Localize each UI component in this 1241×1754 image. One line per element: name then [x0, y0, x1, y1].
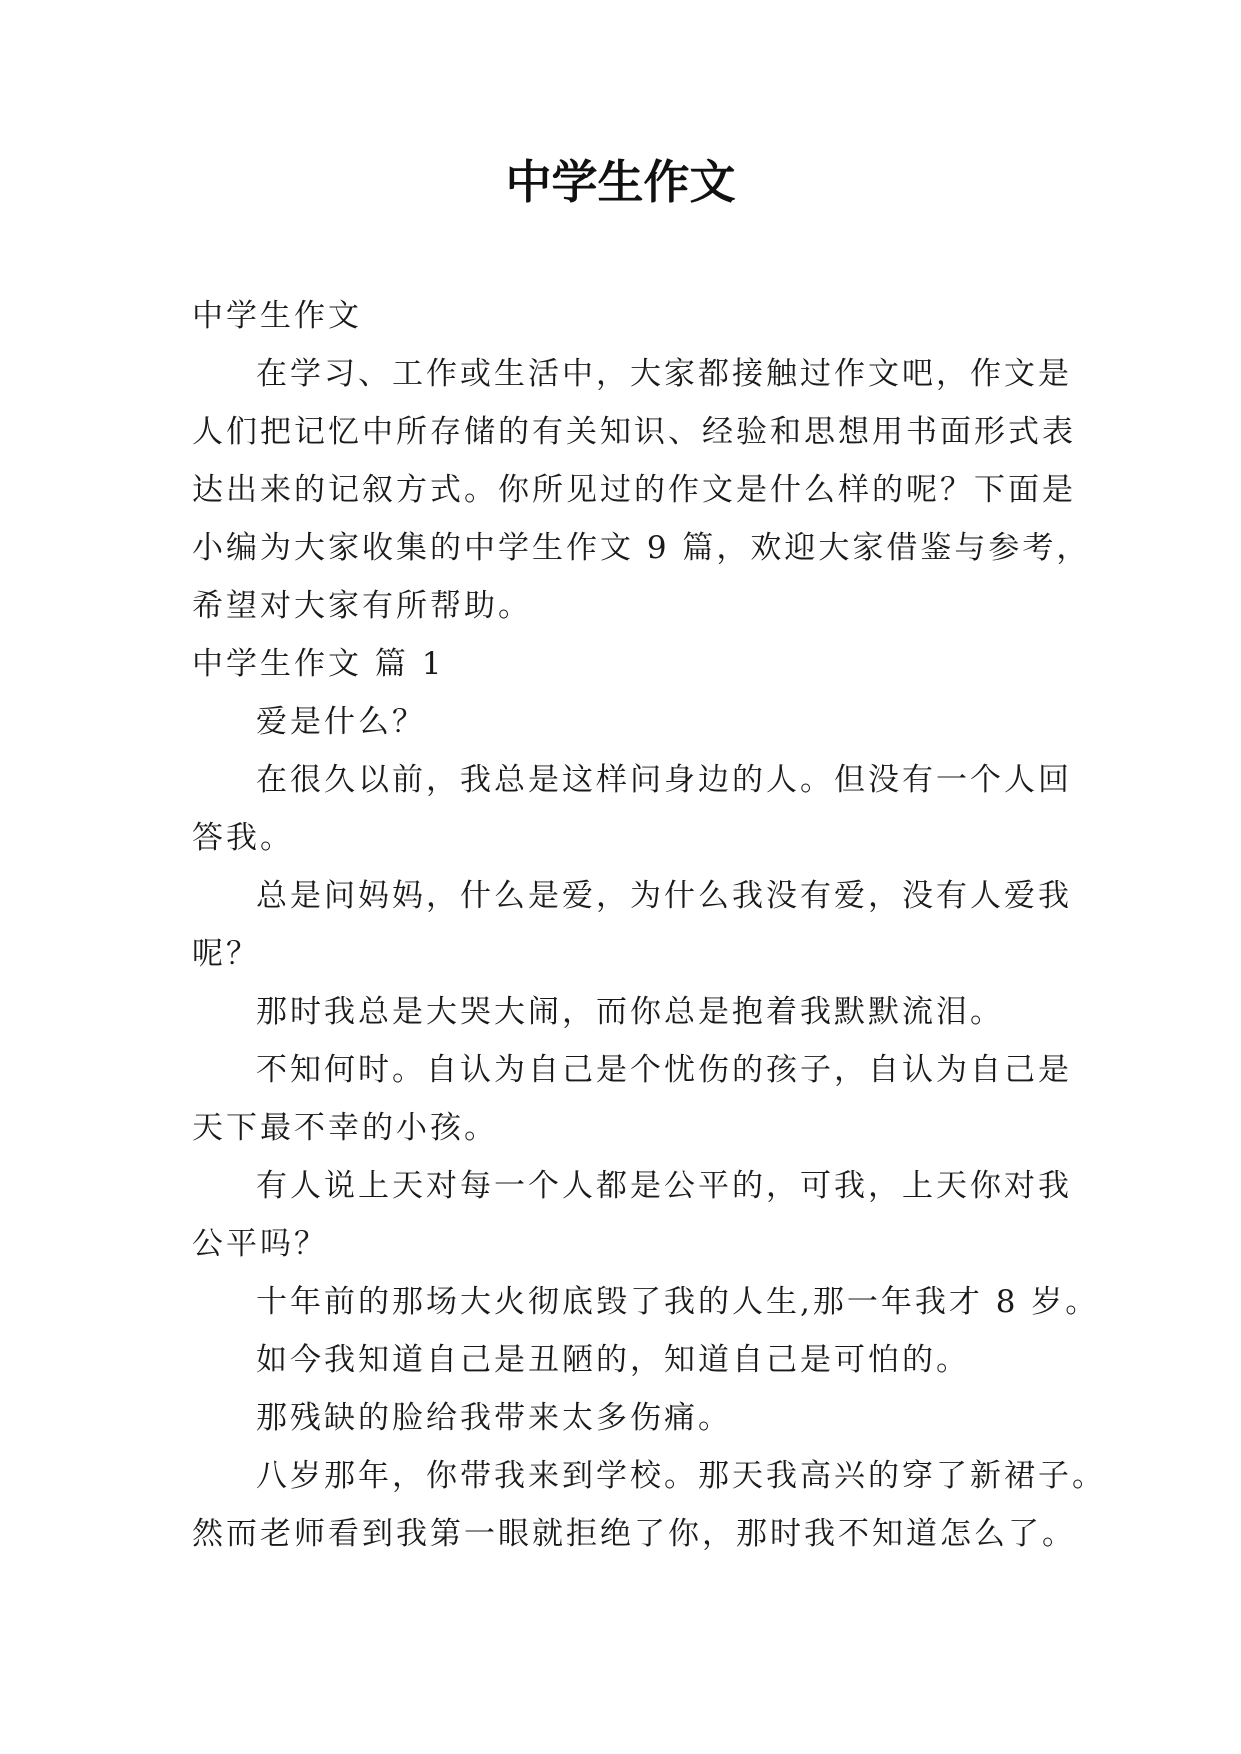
text-line: 然而老师看到我第一眼就拒绝了你，那时我不知道怎么了。: [192, 1516, 1076, 1552]
text-line: 那时我总是大哭大闹，而你总是抱着我默默流泪。: [256, 994, 1004, 1030]
page-title: 中学生作文: [505, 155, 736, 209]
text-line: 爱是什么？: [256, 704, 426, 740]
text-line: 十年前的那场大火彻底毁了我的人生,那一年我才 8 岁。: [256, 1284, 1100, 1320]
text-line: 那残缺的脸给我带来太多伤痛。: [256, 1400, 732, 1436]
text-line: 公平吗？: [192, 1226, 328, 1262]
text-line: 不知何时。自认为自己是个忧伤的孩子，自认为自己是: [256, 1052, 1072, 1088]
text-line: 中学生作文: [192, 298, 362, 334]
text-line: 达出来的记叙方式。你所见过的作文是什么样的呢？下面是: [192, 472, 1076, 508]
text-line: 小编为大家收集的中学生作文 9 篇，欢迎大家借鉴与参考，: [192, 530, 1091, 566]
text-line: 总是问妈妈，什么是爱，为什么我没有爱，没有人爱我: [256, 878, 1072, 914]
section-heading: 中学生作文 篇 1: [192, 646, 445, 682]
text-line: 答我。: [192, 820, 294, 856]
text-line: 希望对大家有所帮助。: [192, 588, 532, 624]
document-body: [192, 287, 1106, 1563]
text-line: 八岁那年，你带我来到学校。那天我高兴的穿了新裙子。: [256, 1458, 1106, 1494]
text-line: 如今我知道自己是丑陋的，知道自己是可怕的。: [256, 1342, 970, 1378]
text-line: 在很久以前，我总是这样问身边的人。但没有一个人回: [256, 762, 1072, 798]
text-line: 呢？: [192, 936, 260, 972]
text-line: 天下最不幸的小孩。: [192, 1110, 498, 1146]
text-line: 在学习、工作或生活中，大家都接触过作文吧，作文是: [256, 356, 1072, 392]
text-line: 有人说上天对每一个人都是公平的，可我，上天你对我: [256, 1168, 1072, 1204]
text-line: 人们把记忆中所存储的有关知识、经验和思想用书面形式表: [192, 414, 1076, 450]
